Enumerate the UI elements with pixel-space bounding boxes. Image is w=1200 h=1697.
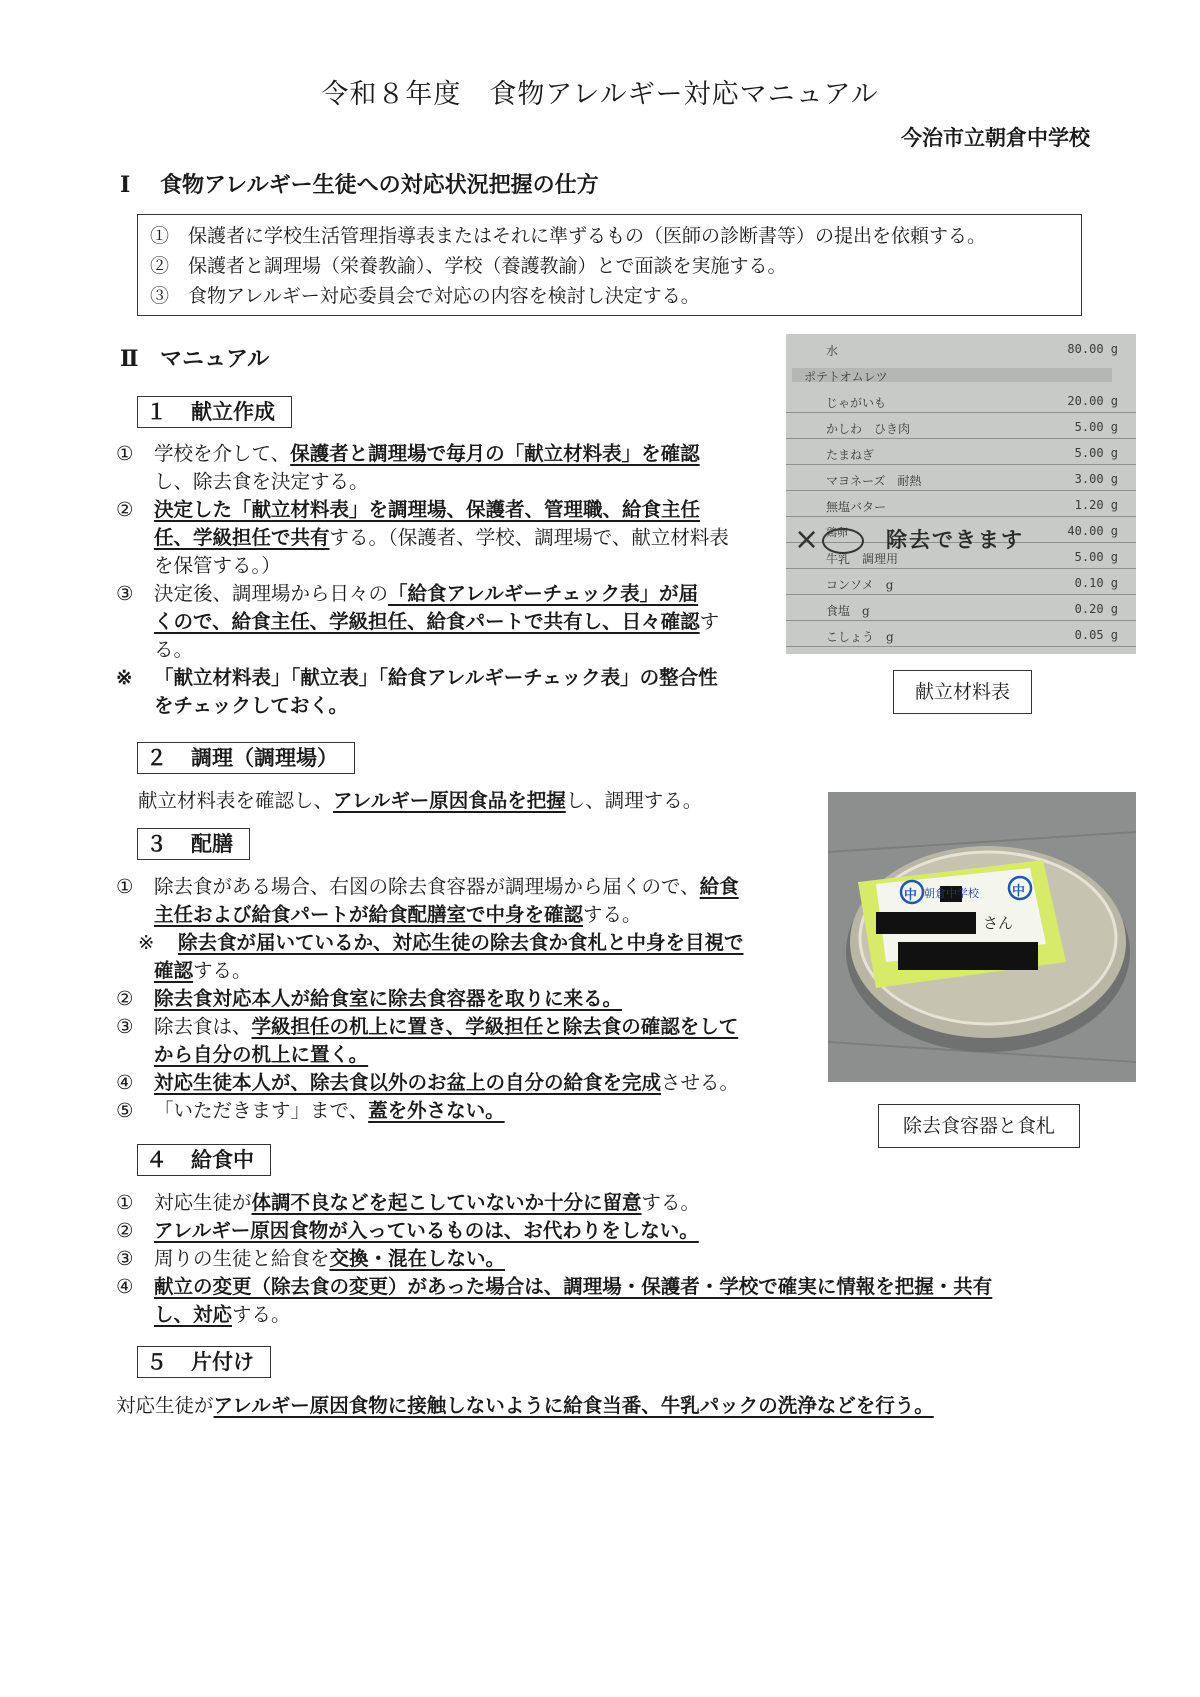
sub3-heading [137,828,250,860]
underlined-text: 蓋を外さない。 [368,1099,505,1122]
row-rule [786,646,1136,647]
underlined-text: 交換・混在しない。 [329,1247,506,1270]
underlined-text: 決定した「献立材料表」を調理場、保護者、管理職、給食主任 [154,498,701,521]
section2-title: マニュアル [160,346,270,372]
text: 学校を介して、 [154,442,291,465]
text: 「いただきます」まで、 [154,1099,369,1122]
photo1-caption: 献立材料表 [893,670,1032,714]
underlined-text: 除去食が届いているか、対応生徒の除去食か食札と中身を目視で [178,931,744,954]
sub5-title: 片付け [191,1349,254,1374]
sub3-item-1-line1 [116,873,744,901]
underlined-text: アレルギー原因食物に接触しないように給食当番、牛乳パックの洗浄などを行う。 [213,1394,934,1417]
ingredient-amount: 0.10 g [1074,576,1118,590]
cross-mark: × [794,522,820,557]
sub1-body [116,440,729,720]
section1-title: 食物アレルギー生徒への対応状況把握の仕方 [160,172,599,198]
sub1-item-2-line3 [116,552,729,580]
sub2-number: ２ [146,745,167,770]
ingredient-amount: 80.00 g [1067,342,1118,356]
text: 対応生徒が [154,1191,252,1214]
note-mark: ※ [116,666,133,689]
sub1-item-2-line2 [116,524,729,552]
row-rule [786,490,1136,491]
ingredient-row [786,440,1136,466]
sub4-number: ４ [146,1147,167,1172]
underlined-text: アレルギー原因食物が入っているものは、お代わりをしない。 [154,1219,699,1242]
sub3-item-5 [116,1097,744,1125]
underlined-text: 対応生徒本人が、除去食以外のお盆上の自分の給食を完成 [154,1071,662,1094]
section1-item-3: ③ 食物アレルギー対応委員会で対応の内容を検討し決定する。 [150,285,700,307]
circle-mark [822,528,864,554]
sub5-heading [137,1346,271,1378]
underlined-text: 保護者と調理場で毎月の「献立材料表」を確認 [290,442,700,465]
row-rule [786,438,1136,439]
underlined-text: くので、給食主任、学級担任、給食パートで共有し、日々確認 [154,610,700,633]
sub2-title: 調理（調理場） [191,745,338,770]
tag-badge-right: 中 [1012,884,1026,899]
ingredient-name: たまねぎ [826,448,875,462]
underlined-text: 体調不良などを起こしていないか十分に留意 [251,1191,642,1214]
row-rule [786,464,1136,465]
page-title: 令和８年度 食物アレルギー対応マニュアル [321,79,879,110]
ingredient-name: ポテトオムレツ [804,370,888,384]
ingredient-row [786,362,1136,388]
menu-ingredient-sheet-photo [786,334,1136,654]
sub4-item-4-line1 [116,1273,992,1301]
ingredient-row [786,622,1136,648]
ingredient-amount: 0.05 g [1074,628,1118,642]
ingredient-name: コンソメ g [826,578,894,592]
sub4-body [116,1189,992,1329]
text: 除去食は、 [154,1015,252,1038]
underlined-text: 給食 [699,875,739,898]
text: 除去食がある場合、右図の除去食容器が調理場から届くので、 [154,875,700,898]
sub3-body [116,873,744,1125]
text: を保管する。） [154,554,281,577]
item-mark: ① [116,442,134,465]
sub1-number: １ [146,399,167,424]
sub1-item-3-line2 [116,608,729,636]
school-name: 今治市立朝倉中学校 [901,125,1090,150]
text: し、除去食を決定する。 [154,470,369,493]
tag-name-suffix: さん [983,914,1014,932]
text: る。 [154,638,194,661]
sub1-note-line1 [116,664,729,692]
section1-item-2: ② 保護者と調理場（栄養教諭）、学校（養護教諭）とで面談を実施する。 [150,255,787,277]
text: する。 [641,1191,701,1214]
ingredient-amount: 40.00 g [1067,524,1118,538]
ingredient-amount: 1.20 g [1074,498,1118,512]
ingredient-amount: 5.00 g [1074,550,1118,564]
text: 対応生徒が [116,1394,214,1417]
item-mark: ⑤ [116,1099,134,1122]
text: する。（保護者、学校、調理場で、献立材料表 [329,526,729,549]
text: し、調理する。 [565,789,703,812]
ingredient-row [786,492,1136,518]
sub4-item-4-line2 [116,1301,992,1329]
section1-box [137,214,1082,316]
sub3-title: 配膳 [191,831,233,856]
item-mark: ③ [116,1247,134,1270]
sub4-heading [137,1144,271,1176]
sub1-item-1-line1 [116,440,729,468]
section1-heading [120,168,599,199]
sub1-item-1-line2 [116,468,729,496]
sub4-title: 給食中 [191,1147,254,1172]
text: 決定後、調理場から日々の [154,582,389,605]
photo2-caption: 除去食容器と食札 [878,1104,1080,1148]
section1-number: Ⅰ [120,172,131,198]
sub1-item-2-line1 [116,496,729,524]
tag-badge-left: 中 [904,888,918,903]
ingredient-amount: 5.00 g [1074,420,1118,434]
row-rule [786,594,1136,595]
ingredient-name: 牛乳 調理用 [826,552,899,566]
removal-food-container-photo [828,792,1136,1082]
sub2-heading [137,742,355,774]
text: をチェックしておく。 [154,694,349,717]
underlined-text: アレルギー原因食品を把握 [333,789,566,812]
section2-number: Ⅱ [120,346,139,372]
item-mark: ④ [116,1071,134,1094]
ingredient-row [786,570,1136,596]
ingredient-name: じゃがいも [826,396,887,410]
ingredient-row [786,336,1136,362]
sub2-text [138,787,702,815]
underlined-text: 任、学級担任で共有 [154,526,330,549]
sub3-item-3-line1 [116,1013,744,1041]
ingredient-amount: 20.00 g [1067,394,1118,408]
tag-school-name: 朝倉中学校 [924,887,979,900]
ingredient-amount: 0.20 g [1074,602,1118,616]
ingredient-name: 無塩バター [826,500,887,514]
ingredient-name: マヨネーズ 耐熱 [826,474,922,488]
text: 周りの生徒と給食を [154,1247,330,1270]
sub4-item-2 [116,1217,992,1245]
underlined-text: 除去食対応本人が給食室に除去食容器を取りに来る。 [154,987,623,1010]
item-mark: ④ [116,1275,134,1298]
row-rule [786,412,1136,413]
underlined-text: 学級担任の机上に置き、学級担任と除去食の確認をして [251,1015,739,1038]
ingredient-name: 鶏卵 [826,526,848,539]
underlined-text: 「給食アレルギーチェック表」が届 [388,582,699,605]
sub3-number: ３ [146,831,167,856]
text: 「献立材料表」「献立表」「給食アレルギーチェック表」の整合性 [154,666,718,689]
item-mark: ① [116,1191,134,1214]
row-rule [786,620,1136,621]
ingredient-row [786,414,1136,440]
ingredient-row [786,596,1136,622]
sub3-note-line2 [116,957,744,985]
sub4-item-3 [116,1245,992,1273]
sub1-heading [137,396,292,428]
item-mark: ③ [116,582,134,605]
row-rule [786,516,1136,517]
ingredient-name: 水 [826,344,839,358]
section1-item-1: ① 保護者に学校生活管理指導表またはそれに準ずるもの（医師の診断書等）の提出を依頼する。 [150,225,987,247]
sub3-note-line1 [116,929,744,957]
item-mark: ② [116,987,134,1010]
sub3-item-2 [116,985,744,1013]
removal-stamp: 除去できます [886,527,1024,552]
underlined-text: 献立の変更（除去食の変更）があった場合は、調理場・保護者・学校で確実に情報を把握・共有 [154,1275,993,1298]
underlined-text: し、対応 [154,1303,233,1326]
sub1-title: 献立作成 [191,399,275,424]
sub5-number: ５ [146,1349,167,1374]
ingredient-name: かしわ ひき肉 [826,422,911,436]
sub3-item-1-line2 [116,901,744,929]
underlined-text: 主任および給食パートが給食配膳室で中身を確認 [154,903,584,926]
text: する。 [193,959,252,982]
text: する。 [232,1303,291,1326]
section2-heading [120,342,269,373]
sub1-note-line2 [116,692,729,720]
sub3-item-3-line2 [116,1041,744,1069]
item-mark: ② [116,498,134,521]
ingredient-name: こしょう g [826,630,894,644]
underlined-text: 確認 [154,959,194,982]
ingredient-amount: 3.00 g [1074,472,1118,486]
ingredient-row [786,388,1136,414]
sub5-text [116,1392,934,1420]
text: す [699,610,720,633]
ingredient-name: 食塩 g [826,604,870,618]
ingredient-amount: 5.00 g [1074,446,1118,460]
note-mark: ※ [138,931,155,954]
item-mark: ③ [116,1015,134,1038]
sub1-item-3-line1 [116,580,729,608]
item-mark: ① [116,875,134,898]
row-rule [786,568,1136,569]
text: 献立材料表を確認し、 [138,789,334,812]
sub4-item-1 [116,1189,992,1217]
sub3-item-4 [116,1069,744,1097]
item-mark: ② [116,1219,134,1242]
sub1-item-3-line3 [116,636,729,664]
text: する。 [583,903,642,926]
ingredient-row [786,466,1136,492]
underlined-text: から自分の机上に置く。 [154,1043,369,1066]
container-illustration [828,792,1136,1082]
text: させる。 [661,1071,740,1094]
